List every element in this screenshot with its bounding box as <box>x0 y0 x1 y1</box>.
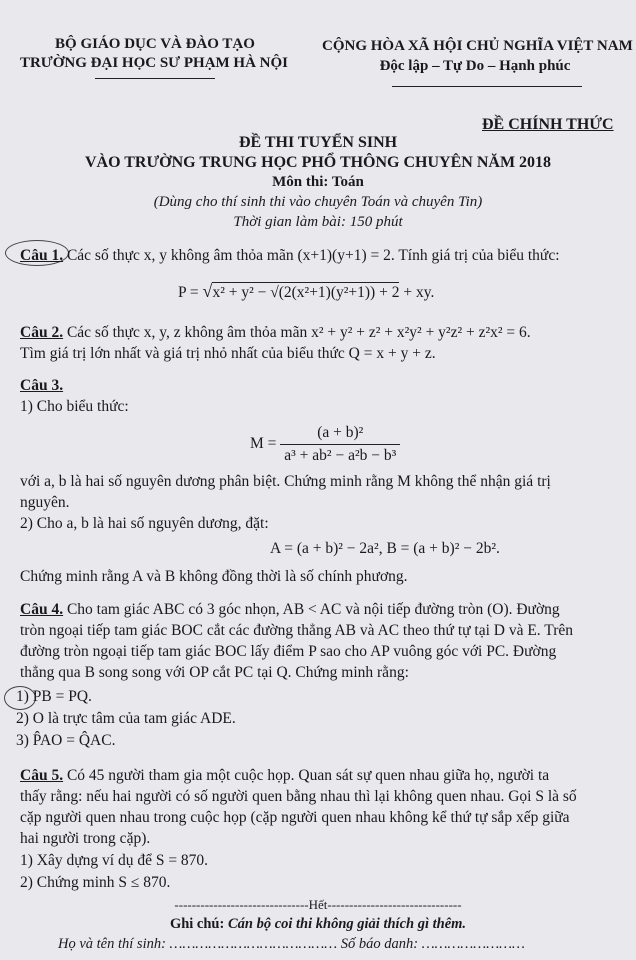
question-5-item1: 1) Xây dựng ví dụ để S = 870. <box>20 852 209 869</box>
question-4-item2: 2) O là trực tâm của tam giác ADE. <box>16 710 236 727</box>
question-4-line2: tròn ngoại tiếp tam giác BOC cắt các đường thẳng AB và AC theo thứ tự tại D và E. Trên <box>20 622 573 639</box>
question-5-item2: 2) Chứng minh S ≤ 870. <box>20 874 171 891</box>
formula-p <box>178 281 434 302</box>
question-3-part1-text: với a, b là hai số nguyên dương phân biệt. Chứng minh rằng M không thể nhận giá trị <box>20 473 551 490</box>
footer-note-label: Ghi chú: <box>169 916 225 932</box>
question-4-line4: thẳng qua B song song với OP cắt PC tại Q. Chứng minh rằng: <box>20 664 409 681</box>
question-4-line3: đường tròn ngoại tiếp tam giác BOC lấy điểm P sao cho AP vuông góc với PC. Đường <box>20 643 557 660</box>
question-2 <box>20 324 531 342</box>
formula-m-lhs: M = <box>250 435 277 453</box>
question-4-item3: 3) P̂AO = Q̂AC. <box>16 732 116 749</box>
question-3-part1: 1) Cho biểu thức: <box>20 398 129 415</box>
question-3-part2-text: Chứng minh rằng A và B không đồng thời là số chính phương. <box>20 568 408 585</box>
formula-ab: A = (a + b)² − 2a², B = (a + b)² − 2b². <box>270 540 500 557</box>
motto: Độc lập – Tự Do – Hạnh phúc <box>379 58 571 74</box>
formula-p-radicand: x² + y² − √(2(x²+1)(y²+1)) + 2 <box>212 284 400 301</box>
exam-note: (Dùng cho thí sinh thi vào chuyên Toán và chuyên Tin) <box>153 194 483 210</box>
footer-note <box>0 916 636 933</box>
question-4-item1: 1) PB = PQ. <box>16 688 92 705</box>
question-5-label: Câu 5. <box>20 767 64 784</box>
university-name: TRƯỜNG ĐẠI HỌC SƯ PHẠM HÀ NỘI <box>19 55 289 71</box>
header-left-rule <box>95 78 215 79</box>
question-2-label: Câu 2. <box>20 324 64 341</box>
footer-note-text: Cán bộ coi thi không giải thích gì thêm. <box>227 916 467 932</box>
question-2-text: Các số thực x, y, z không âm thỏa mãn x² + y² + z² + x²y² + y²z² + z²x² = 6. <box>66 324 531 341</box>
header-right-rule <box>392 86 582 87</box>
question-5-text: Có 45 người tham gia một cuộc họp. Quan sát sự quen nhau giữa họ, người ta <box>66 767 550 784</box>
exam-title-line2: VÀO TRƯỜNG TRUNG HỌC PHỔ THÔNG CHUYÊN NĂM 2018 <box>84 154 552 171</box>
question-4-text: Cho tam giác ABC có 3 góc nhọn, AB < AC và nội tiếp đường tròn (O). Đường <box>66 601 560 618</box>
formula-p-tail: + xy. <box>403 284 435 301</box>
question-5-line4: hai người trong cặp). <box>20 830 151 847</box>
radical-icon: √ <box>202 281 213 301</box>
formula-m-fraction <box>280 424 400 465</box>
end-marker: -------------------------------Hết------------------------------- <box>174 897 462 912</box>
question-4-label: Câu 4. <box>20 601 64 618</box>
republic-name: CỘNG HÒA XÃ HỘI CHỦ NGHĨA VIỆT NAM <box>322 38 633 54</box>
question-1-label: Câu 1. <box>20 247 64 264</box>
exam-title: ĐỀ THI TUYỂN SINH <box>238 134 398 151</box>
question-1 <box>20 247 560 265</box>
exam-subject: Môn thi: Toán <box>272 174 364 190</box>
candidate-info-line: Họ và tên thí sinh: ………………………………… Số báo danh: …………………… <box>58 936 525 952</box>
formula-p-lhs: P = <box>178 284 199 301</box>
ministry-name: BỘ GIÁO DỤC VÀ ĐÀO TẠO <box>55 36 255 52</box>
formula-m <box>250 424 400 465</box>
question-3-part2: 2) Cho a, b là hai số nguyên dương, đặt: <box>20 515 269 532</box>
formula-m-denominator: a³ + ab² − a²b − b³ <box>280 444 400 465</box>
formula-m-numerator: (a + b)² <box>317 424 364 441</box>
official-label: ĐỀ CHÍNH THỨC <box>482 116 614 133</box>
question-3-label: Câu 3. <box>20 377 64 394</box>
question-4 <box>20 601 560 619</box>
question-5-line2: thấy rằng: nếu hai người có số người quen bằng nhau thì lại không quen nhau. Gọi S là số <box>20 788 577 805</box>
question-5-line3: cặp người quen nhau trong cuộc họp (cặp người quen nhau không kể thứ tự sắp xếp giữa <box>20 809 570 826</box>
exam-time: Thời gian làm bài: 150 phút <box>233 214 403 230</box>
question-5 <box>20 767 549 785</box>
question-3-part1-text2: nguyên. <box>20 494 70 511</box>
question-2-line2: Tìm giá trị lớn nhất và giá trị nhỏ nhất của biểu thức Q = x + y + z. <box>20 345 436 362</box>
question-1-text: Các số thực x, y không âm thỏa mãn (x+1)(y+1) = 2. Tính giá trị của biểu thức: <box>66 247 560 264</box>
